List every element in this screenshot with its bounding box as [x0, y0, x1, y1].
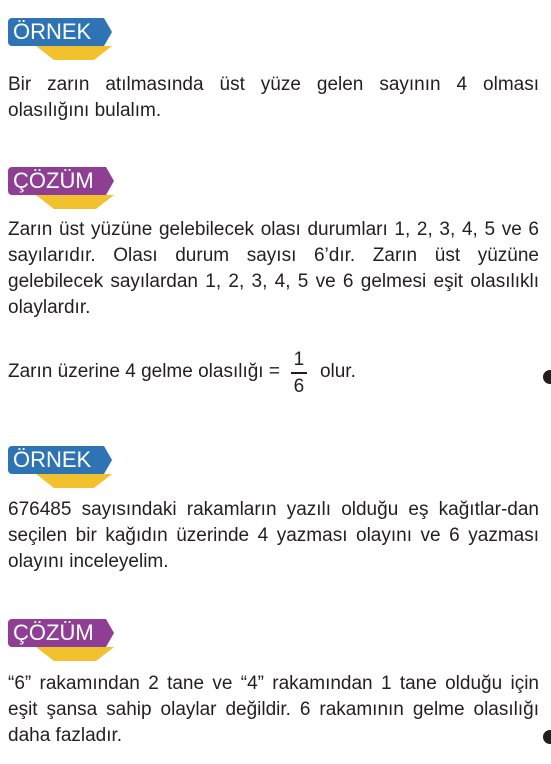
- example-badge-label: ÖRNEK: [8, 446, 97, 474]
- solution-text: Zarın üst yüzüne gelebilecek olası durumları 1, 2, 3, 4, 5 ve 6 sayılarıdır. Olası durum sayısı 6’dır. Zarın üst yüzüne gelebilecek sayılardan 1, 2, 3, 4, 5 ve 6 gelmesi eşit olasılıklı olaylardır.: [8, 219, 539, 318]
- example-badge: [8, 446, 112, 482]
- solution-badge-label: ÇÖZÜM: [8, 619, 100, 647]
- formula-prefix: Zarın üzerine 4 gelme olasılığı =: [8, 360, 280, 382]
- probability-formula: [8, 346, 356, 398]
- example-text: Bir zarın atılmasında üst yüze gelen sayının 4 olması olasılığını bulalım.: [8, 74, 539, 121]
- solution-badge-label: ÇÖZÜM: [8, 167, 100, 195]
- solution-badge: [8, 167, 114, 203]
- fraction-denominator: 6: [293, 375, 305, 397]
- page-edge-marker: [543, 730, 551, 744]
- solution-badge: [8, 619, 114, 655]
- formula-suffix: olur.: [319, 360, 356, 382]
- fraction: [290, 348, 308, 400]
- fraction-numerator: 1: [293, 349, 305, 370]
- page-edge-marker: [543, 370, 551, 384]
- example-badge: [8, 18, 112, 54]
- solution-text: “6” rakamından 2 tane ve “4” rakamından 1 tane olduğu için eşit şansa sahip olaylar değildir. 6 rakamının gelme olasılığı daha fazladır.: [8, 673, 539, 746]
- example-text: 676485 sayısındaki rakamların yazılı olduğu eş kağıtlar-dan seçilen bir kağıdın üzerinde 4 yazması olayını ve 6 yazması olayını inceleyelim.: [8, 499, 539, 572]
- example-badge-label: ÖRNEK: [8, 18, 97, 46]
